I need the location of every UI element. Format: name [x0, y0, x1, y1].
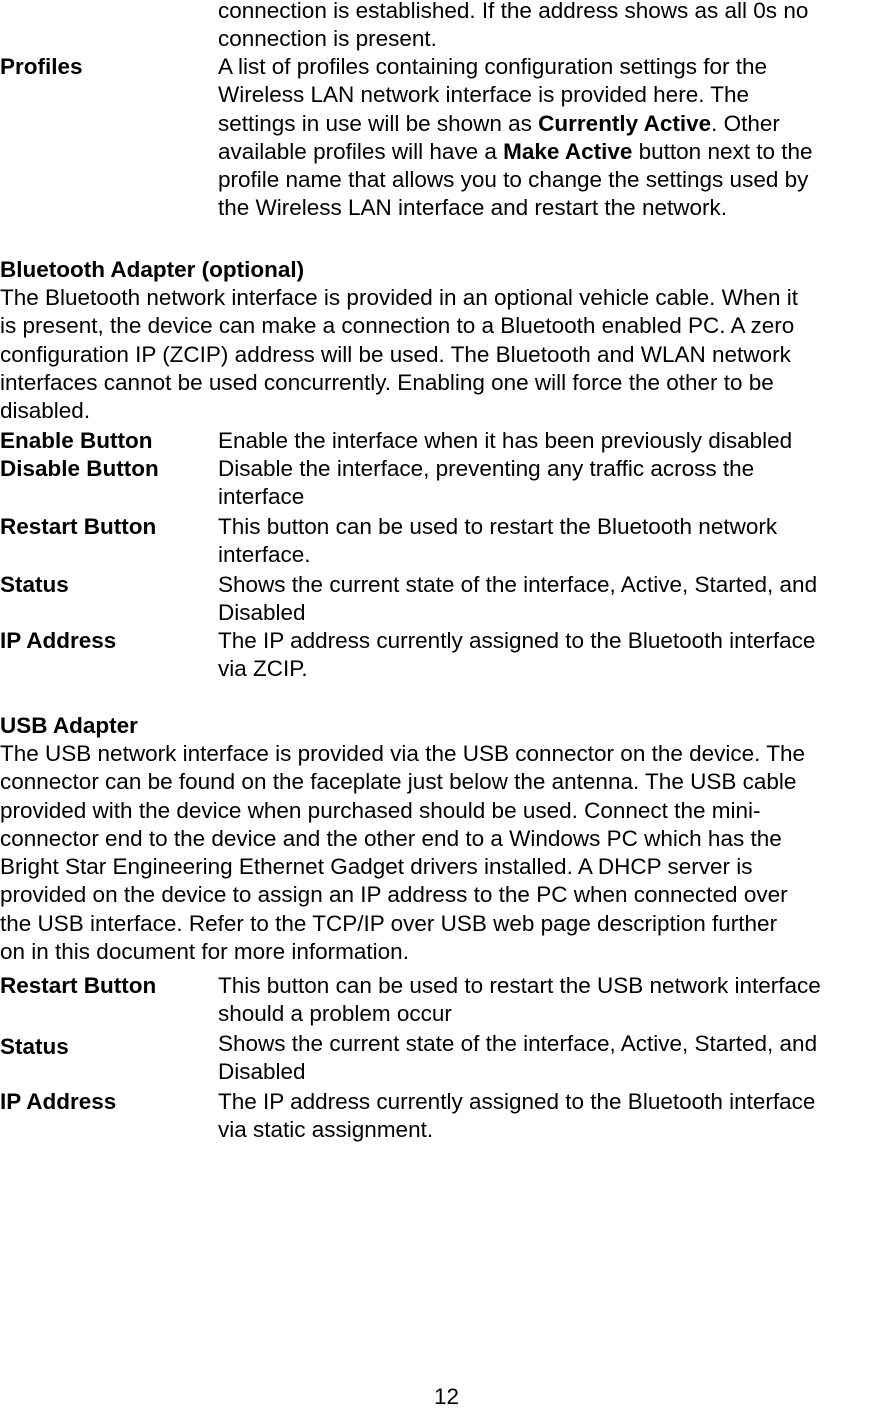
- paragraph-line: connector end to the device and the other end to a Windows PC which has the: [0, 825, 782, 851]
- description-line: interface.: [218, 542, 311, 568]
- description-line: via static assignment.: [218, 1117, 434, 1143]
- description-line: profile name that allows you to change the settings used by: [218, 167, 809, 193]
- term-enable-button: Enable Button: [0, 428, 153, 453]
- continuation-line: connection is present.: [218, 26, 437, 52]
- paragraph-line: provided on the device to assign an IP address to the PC when connected over: [0, 882, 788, 908]
- term-status: Status: [0, 572, 69, 597]
- currently-active-label: Currently Active: [538, 110, 712, 136]
- paragraph-line: The USB network interface is provided via the USB connector on the device. The: [0, 741, 806, 766]
- make-active-label: Make Active: [503, 138, 633, 164]
- text-run: settings in use will be shown as: [218, 110, 539, 136]
- paragraph-line: disabled.: [0, 398, 91, 424]
- term-ip-address: IP Address: [0, 628, 117, 653]
- text-run: button next to the: [632, 138, 813, 164]
- paragraph-line: The Bluetooth network interface is provided in an optional vehicle cable. When it: [0, 285, 798, 310]
- description-line: the Wireless LAN interface and restart the network.: [218, 195, 727, 221]
- profiles-description: [218, 53, 893, 223]
- description-line: Enable the interface when it has been previously disabled: [218, 428, 793, 453]
- definition-description: [218, 1088, 893, 1145]
- paragraph-line: connector can be found on the faceplate just below the antenna. The USB cable: [0, 769, 797, 795]
- definition-description: [218, 427, 893, 455]
- paragraph-line: interfaces cannot be used concurrently. Enabling one will force the other to be: [0, 369, 774, 395]
- description-line: Disabled: [218, 1059, 306, 1085]
- definition-description: [218, 1030, 893, 1087]
- page-number: 12: [433, 1384, 460, 1409]
- paragraph-line: the USB interface. Refer to the TCP/IP over USB web page description further: [0, 910, 778, 936]
- description-line: A list of profiles containing configuration settings for the: [218, 54, 768, 79]
- description-line: Shows the current state of the interface, Active, Started, and: [218, 1031, 818, 1056]
- description-line: [218, 138, 893, 166]
- description-line: interface: [218, 484, 305, 510]
- usb-heading: USB Adapter: [0, 713, 138, 738]
- bluetooth-paragraph: [0, 284, 893, 425]
- definition-description: [218, 513, 893, 570]
- definition-description: [218, 455, 893, 512]
- description-line: should a problem occur: [218, 1001, 452, 1027]
- continuation-line: connection is established. If the address shows as all 0s no: [218, 0, 809, 23]
- description-line: This button can be used to restart the Bluetooth network: [218, 514, 778, 539]
- description-line: [218, 110, 893, 138]
- term-status: Status: [0, 1034, 69, 1059]
- text-run: available profiles will have a: [218, 138, 504, 164]
- description-line: via ZCIP.: [218, 656, 308, 682]
- term-disable-button: Disable Button: [0, 456, 159, 481]
- definition-description: [218, 571, 893, 628]
- paragraph-line: Bright Star Engineering Ethernet Gadget drivers installed. A DHCP server is: [0, 854, 753, 880]
- description-line: Disable the interface, preventing any traffic across the: [218, 456, 755, 481]
- paragraph-line: on in this document for more information.: [0, 939, 409, 965]
- term-restart-button: Restart Button: [0, 973, 157, 998]
- description-line: The IP address currently assigned to the Bluetooth interface: [218, 628, 816, 653]
- definition-description: [218, 972, 893, 1029]
- continuation-text: [218, 0, 893, 54]
- definition-description: [218, 627, 893, 684]
- term-restart-button: Restart Button: [0, 514, 157, 539]
- paragraph-line: configuration IP (ZCIP) address will be used. The Bluetooth and WLAN network: [0, 341, 791, 367]
- bluetooth-heading: Bluetooth Adapter (optional): [0, 257, 305, 282]
- description-line: This button can be used to restart the USB network interface: [218, 973, 821, 998]
- description-line: The IP address currently assigned to the Bluetooth interface: [218, 1089, 816, 1114]
- paragraph-line: provided with the device when purchased should be used. Connect the mini-: [0, 797, 761, 823]
- description-line: Disabled: [218, 600, 306, 626]
- text-run: . Other: [711, 110, 780, 136]
- paragraph-line: is present, the device can make a connection to a Bluetooth enabled PC. A zero: [0, 313, 795, 339]
- description-line: Shows the current state of the interface, Active, Started, and: [218, 572, 818, 597]
- description-line: Wireless LAN network interface is provided here. The: [218, 82, 750, 108]
- usb-paragraph: [0, 740, 893, 966]
- term-profiles: Profiles: [0, 54, 83, 79]
- term-ip-address: IP Address: [0, 1089, 117, 1114]
